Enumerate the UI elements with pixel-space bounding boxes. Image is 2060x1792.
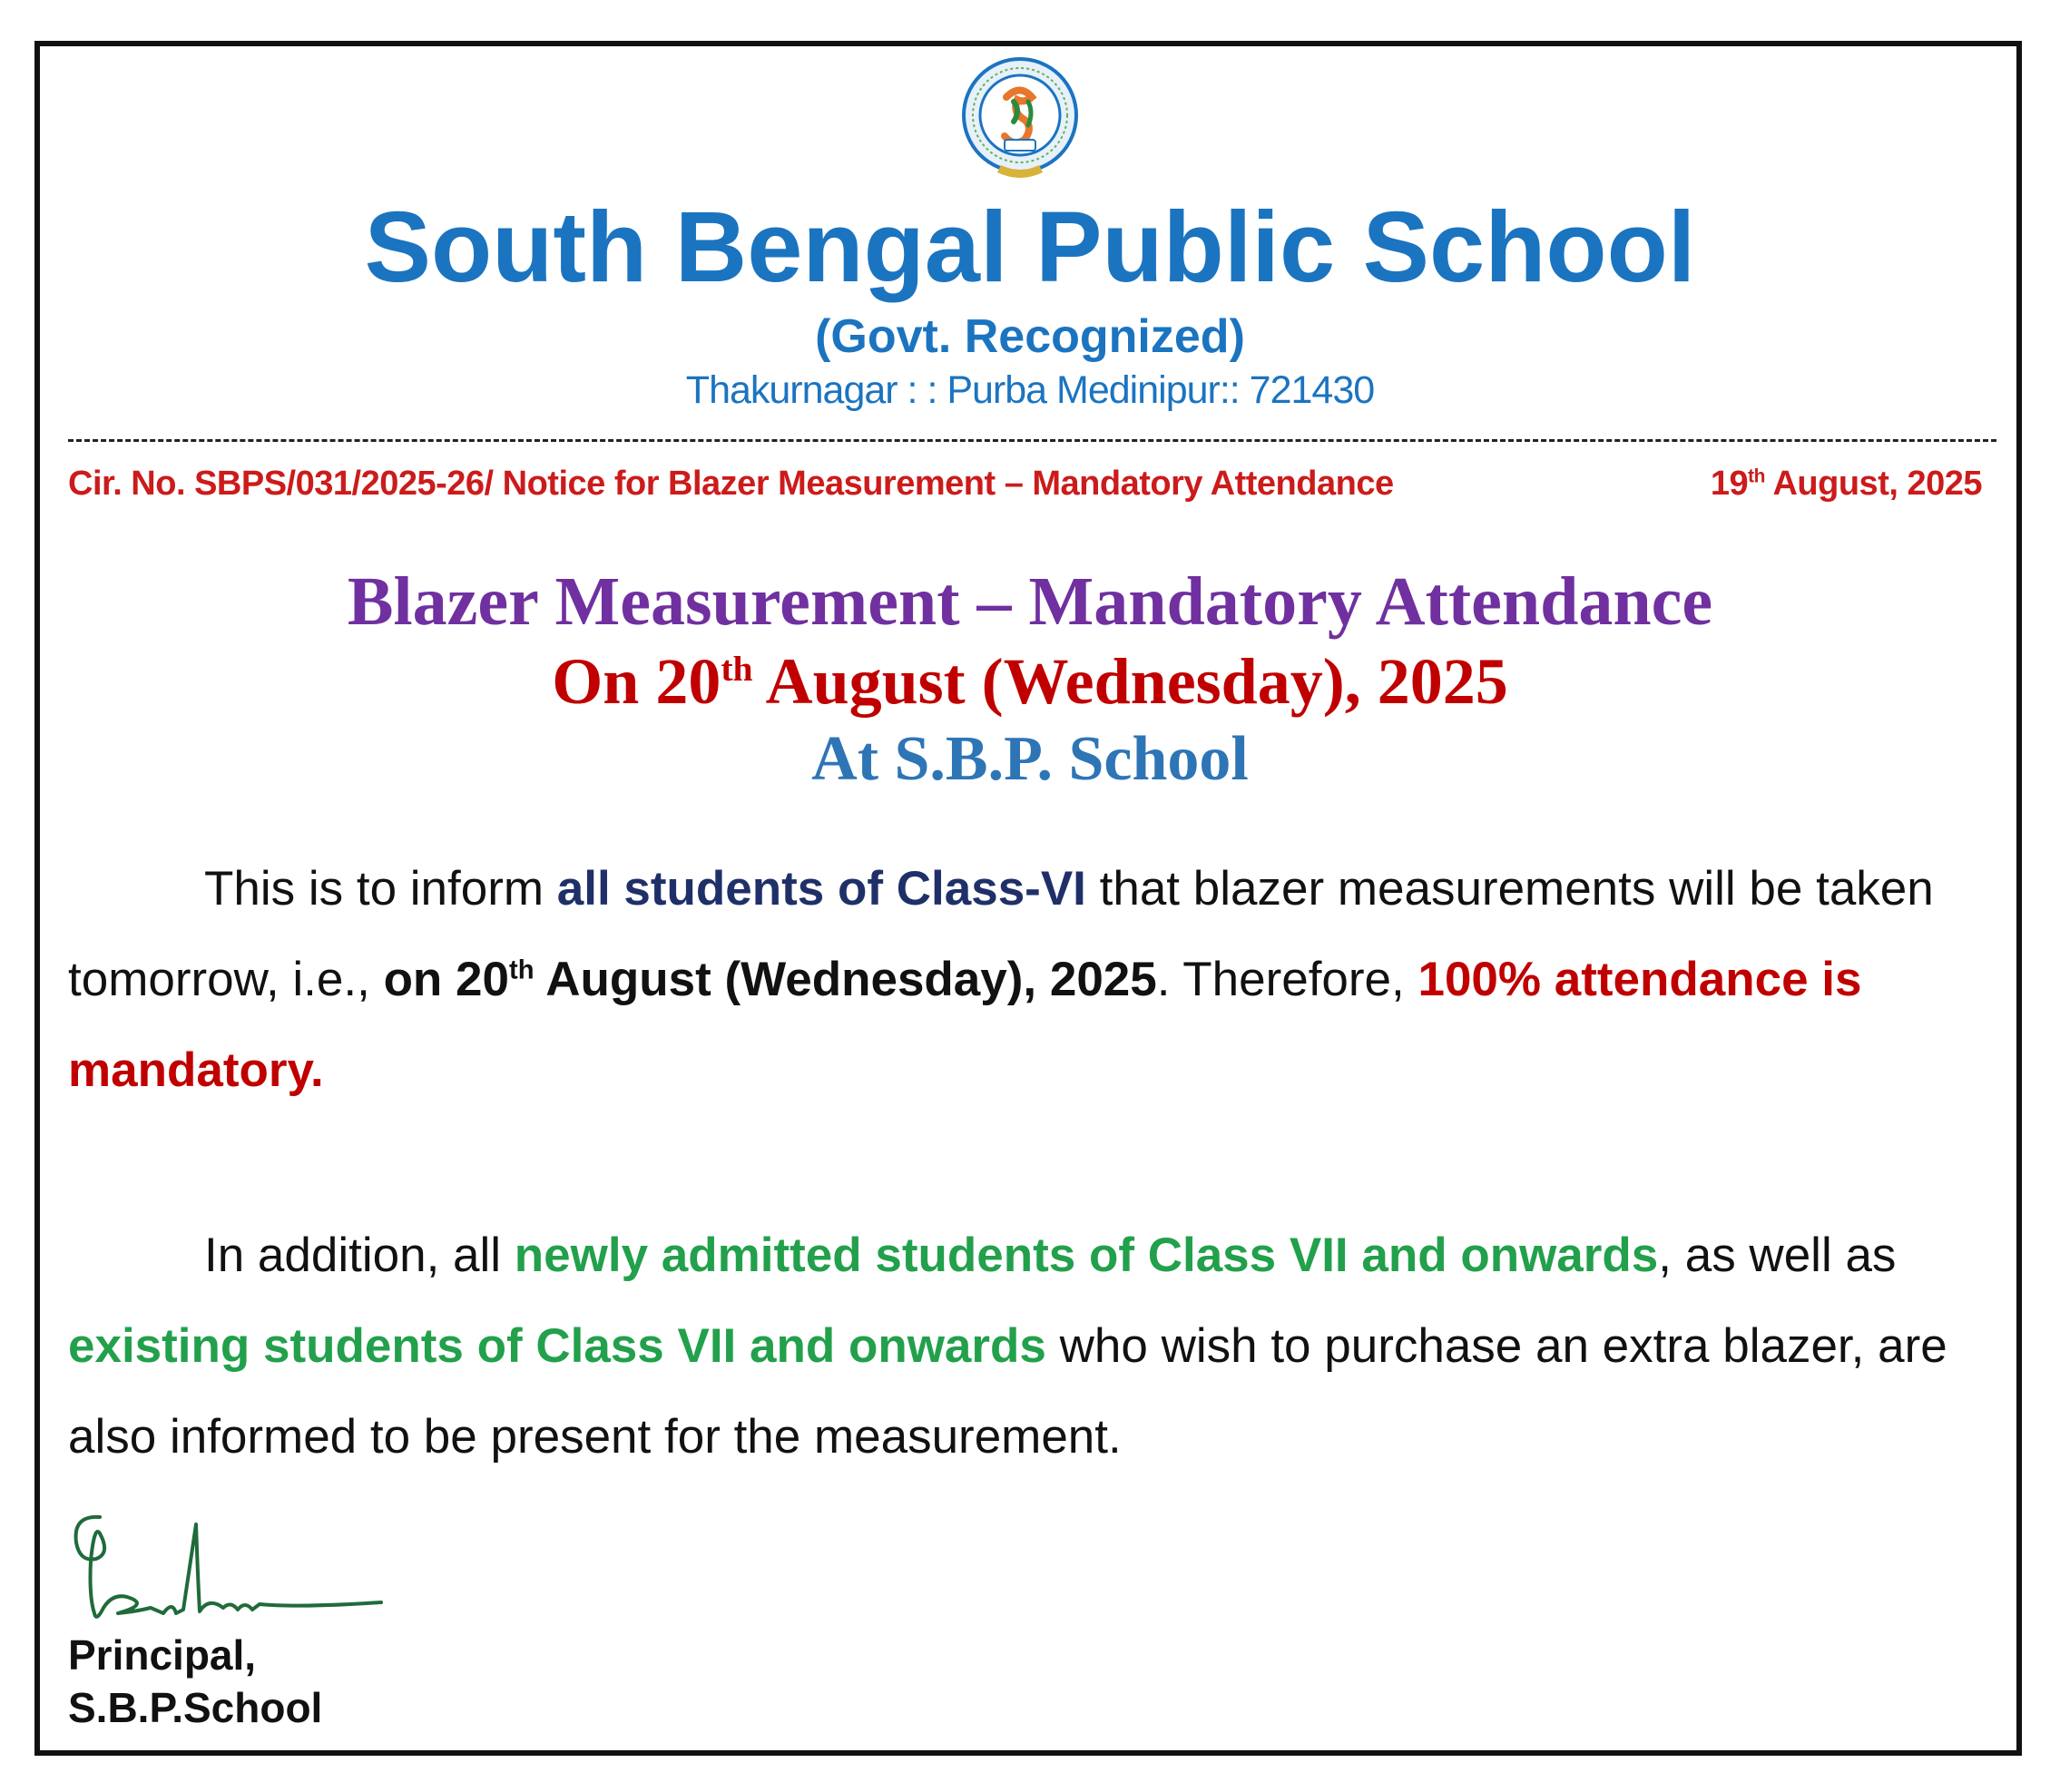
paragraph-class-vi (68, 844, 1996, 1116)
circular-date-rest: August, 2025 (1764, 465, 1982, 503)
p2-highlight-existing: existing students of Class VII and onwards (68, 1319, 1046, 1373)
school-logo-icon (961, 56, 1079, 191)
event-date-suffix: th (721, 649, 753, 689)
circular-date (1711, 461, 1982, 506)
p2-text-e: who wish to purchase an extra blazer, are also informed to be present for the measurement. (68, 1319, 1947, 1464)
principal-signature (64, 1506, 390, 1633)
header-divider (68, 439, 1996, 442)
event-date-rest: August (Wednesday), 2025 (752, 645, 1508, 718)
circular-number: Cir. No. SBPS/031/2025-26/ Notice for Blazer Measurement – Mandatory Attendance (68, 465, 1394, 503)
paragraph-class-vii (68, 1210, 1996, 1483)
event-venue: At S.B.P. School (811, 724, 1249, 794)
circular-date-day: 19 (1710, 465, 1749, 503)
notice-title: Blazer Measurement – Mandatory Attendance (347, 563, 1713, 640)
school-name: South Bengal Public School (364, 191, 1696, 303)
p1-text-f: . Therefore, (1156, 953, 1418, 1006)
p2-highlight-newly-admitted: newly admitted students of Class VII and onwards (514, 1229, 1659, 1282)
p1-text-a: This is to inform (204, 862, 557, 916)
p1-date-rest: August (Wednesday), 2025 (534, 953, 1157, 1006)
event-date (0, 642, 2060, 720)
p1-text-c: that blazer measurements will be taken tomorrow, i.e., (68, 862, 1934, 1006)
school-address: Thakurnagar : : Purba Medinipur:: 721430 (685, 368, 1375, 412)
p1-mandatory-text: 100% attendance is mandatory. (68, 953, 1862, 1097)
p1-date-suffix: th (509, 955, 535, 985)
p1-highlight-class-vi: all students of Class-VI (556, 862, 1086, 916)
signatory-school: S.B.P.School (68, 1684, 323, 1731)
p1-date-prefix: on 20 (383, 953, 509, 1006)
event-date-prefix: On 20 (552, 645, 721, 718)
circular-date-suffix: th (1748, 465, 1765, 487)
p2-text-c: , as well as (1658, 1229, 1897, 1282)
signatory-title: Principal, (68, 1631, 257, 1679)
p2-text-a: In addition, all (204, 1229, 515, 1282)
recognition-label: (Govt. Recognized) (815, 310, 1245, 363)
